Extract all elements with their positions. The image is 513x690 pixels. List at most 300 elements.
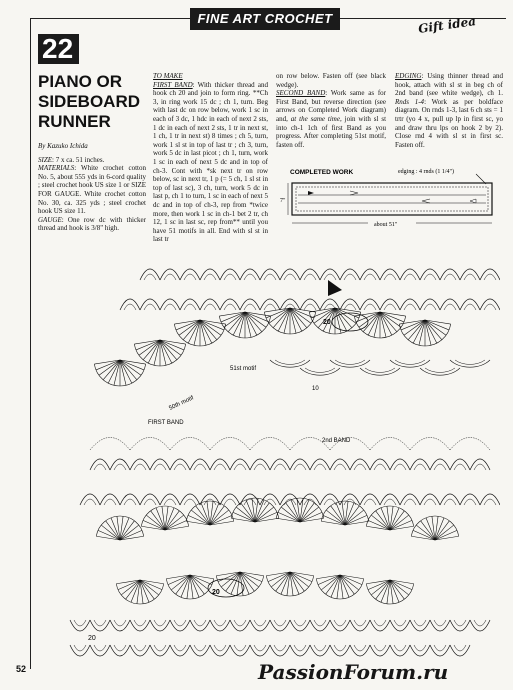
stitch-mark bbox=[280, 269, 300, 280]
stitch-mark bbox=[366, 584, 413, 604]
stitch-mark bbox=[454, 645, 466, 651]
gauge-label: GAUGE bbox=[38, 215, 62, 224]
pattern-number: 22 bbox=[38, 34, 79, 64]
stitch-mark bbox=[144, 499, 156, 505]
stitch-mark bbox=[90, 459, 110, 470]
stitch-mark bbox=[364, 274, 376, 280]
stitch-mark bbox=[270, 360, 310, 367]
stitch-mark bbox=[404, 304, 416, 310]
stitch-mark bbox=[160, 299, 180, 310]
stitch-mark bbox=[94, 645, 106, 651]
stitch-mark bbox=[334, 464, 346, 470]
stitch-mark bbox=[424, 499, 436, 505]
second-band-column bbox=[276, 72, 386, 149]
stitch-mark bbox=[144, 274, 156, 280]
size-text: : 7 x ca. 51 inches. bbox=[52, 155, 105, 164]
stitch-mark bbox=[224, 274, 236, 280]
stitch-mark bbox=[440, 269, 460, 280]
stitch-mark bbox=[180, 269, 200, 280]
stitch-mark bbox=[430, 620, 450, 631]
stitch-mark bbox=[400, 494, 420, 505]
stitch-mark bbox=[94, 464, 106, 470]
title-line: RUNNER bbox=[38, 112, 111, 131]
stitch-mark bbox=[186, 501, 233, 521]
stitch-mark bbox=[440, 299, 460, 310]
stitch-mark bbox=[360, 299, 380, 310]
stitch-mark bbox=[444, 499, 456, 505]
stitch-mark bbox=[330, 459, 350, 470]
motif-51-label: 51st motif bbox=[230, 366, 257, 372]
stitch-mark bbox=[231, 498, 278, 518]
stitch-mark bbox=[204, 304, 216, 310]
stitch-mark bbox=[230, 620, 250, 631]
stitch-mark bbox=[160, 494, 180, 505]
stitch-mark bbox=[204, 274, 216, 280]
stitch-mark bbox=[404, 499, 416, 505]
stitch-mark bbox=[330, 645, 350, 656]
stitch-mark bbox=[276, 498, 323, 518]
stitch-mark bbox=[309, 308, 335, 312]
stitch-mark bbox=[380, 269, 400, 280]
stitch-mark bbox=[464, 274, 476, 280]
stitch-mark bbox=[384, 499, 396, 505]
title-line: SIDEBOARD bbox=[38, 92, 141, 111]
stitch-mark bbox=[400, 299, 420, 310]
stitch-mark bbox=[150, 459, 170, 470]
stitch-mark bbox=[480, 494, 500, 505]
stitch-mark bbox=[410, 459, 430, 470]
stitch-mark bbox=[380, 312, 406, 316]
stitch-mark bbox=[350, 620, 370, 631]
stitch-mark bbox=[290, 645, 310, 656]
stitch-mark bbox=[250, 645, 270, 656]
stitch-mark bbox=[274, 620, 286, 626]
stitch-mark bbox=[370, 620, 390, 631]
stitch-mark bbox=[234, 464, 246, 470]
stitch-mark bbox=[434, 464, 446, 470]
stitch-mark bbox=[110, 620, 130, 631]
stitch-mark bbox=[480, 299, 500, 310]
stitch-mark bbox=[314, 645, 326, 651]
round-number: 20 bbox=[88, 635, 96, 642]
stitch-mark bbox=[134, 620, 146, 626]
stitch-mark bbox=[390, 620, 410, 631]
length-label: about 51" bbox=[374, 222, 398, 228]
stitch-mark bbox=[74, 645, 86, 651]
stitch-mark bbox=[170, 459, 190, 470]
stitch-mark bbox=[134, 645, 146, 651]
stitch-mark bbox=[414, 464, 426, 470]
stitch-mark bbox=[180, 494, 200, 505]
stitch-mark bbox=[390, 360, 430, 367]
stitch-mark bbox=[332, 313, 368, 331]
stitch-mark bbox=[164, 499, 176, 505]
stitch-mark bbox=[94, 360, 120, 364]
stitch-mark bbox=[224, 499, 236, 505]
stitch-mark bbox=[354, 645, 366, 651]
stitch-mark bbox=[114, 620, 126, 626]
stitch-mark bbox=[174, 620, 186, 626]
stitch-mark bbox=[450, 438, 490, 451]
stitch-mark bbox=[350, 645, 370, 656]
second-band-label: SECOND BAND bbox=[276, 89, 326, 98]
stitch-mark bbox=[304, 304, 316, 310]
stitch-mark bbox=[124, 304, 136, 310]
stitch-mark bbox=[150, 620, 170, 631]
stitch-mark bbox=[484, 304, 496, 310]
stitch-mark bbox=[120, 360, 146, 364]
stitch-mark bbox=[266, 576, 313, 596]
stitch-mark bbox=[294, 645, 306, 651]
stitch-mark bbox=[414, 645, 426, 651]
stitch-mark bbox=[260, 299, 280, 310]
stitch-mark bbox=[384, 274, 396, 280]
stitch-mark bbox=[366, 506, 413, 526]
stitch-mark bbox=[214, 464, 226, 470]
stitch-mark bbox=[394, 645, 406, 651]
stitch-mark bbox=[300, 299, 320, 310]
stitch-mark bbox=[164, 274, 176, 280]
stitch-mark bbox=[284, 274, 296, 280]
stitch-mark bbox=[364, 304, 376, 310]
stitch-mark bbox=[380, 494, 400, 505]
stitch-mark bbox=[264, 308, 290, 312]
stitch-mark bbox=[275, 360, 305, 364]
second-band-end: join with sl st into ch-1 1ch of first Band as you progress. After completing 51st motif, fasten off. bbox=[276, 114, 387, 149]
materials-label: MATERIALS bbox=[38, 164, 75, 173]
stitch-mark bbox=[200, 269, 220, 280]
stitch-mark bbox=[204, 499, 216, 505]
stitch-mark bbox=[321, 501, 368, 521]
stitch-mark bbox=[104, 499, 116, 505]
stitch-mark bbox=[250, 620, 270, 631]
stitch-mark bbox=[444, 274, 456, 280]
stitch-mark bbox=[374, 645, 386, 651]
stitch-mark bbox=[360, 494, 380, 505]
stitch-mark bbox=[270, 645, 290, 656]
second-band-label: 2nd BAND bbox=[322, 438, 351, 444]
stitch-mark bbox=[174, 320, 200, 324]
stitch-mark bbox=[130, 438, 170, 451]
stitch-mark bbox=[194, 620, 206, 626]
stitch-mark bbox=[424, 274, 436, 280]
page-number: 52 bbox=[16, 664, 27, 674]
stitch-mark bbox=[144, 304, 156, 310]
stitch-mark bbox=[425, 368, 455, 372]
stitch-mark bbox=[190, 620, 210, 631]
rounds-text: : Work as per boldface diagram. On rnds 1-3, last 6 ch sts = 1 trtr (yo 4 x, pull up lp in first sc, yo and draw thru lps on hook 2 by 2). Close rnd 4 with sl st in first sc. Fasten off. bbox=[395, 97, 503, 149]
stitch-mark bbox=[434, 645, 446, 651]
stitch-mark bbox=[214, 645, 226, 651]
stitch-mark bbox=[260, 269, 280, 280]
stitch-mark bbox=[120, 299, 140, 310]
stitch-mark bbox=[210, 459, 230, 470]
gauge-text: : One row dc with thicker thread and hook is 3/8" high. bbox=[38, 215, 146, 233]
stitch-mark bbox=[370, 438, 410, 451]
stitch-mark bbox=[184, 304, 196, 310]
stitch-mark bbox=[90, 438, 130, 451]
stitch-mark bbox=[184, 274, 196, 280]
stitch-mark bbox=[200, 494, 220, 505]
stitch-mark bbox=[450, 620, 470, 631]
stitch-mark bbox=[324, 274, 336, 280]
stitch-mark bbox=[384, 304, 396, 310]
stitch-mark bbox=[394, 620, 406, 626]
stitch-mark bbox=[245, 312, 271, 316]
stitch-mark bbox=[210, 645, 230, 656]
stitch-mark bbox=[410, 645, 430, 656]
round-number: 20 bbox=[323, 319, 331, 326]
stitch-mark bbox=[314, 620, 326, 626]
stitch-mark bbox=[420, 368, 460, 375]
stitch-mark bbox=[194, 645, 206, 651]
crochet-chart bbox=[30, 250, 500, 660]
stitch-mark bbox=[330, 620, 350, 631]
height-label: 7" bbox=[280, 198, 286, 204]
stitch-mark bbox=[170, 620, 190, 631]
stitch-mark bbox=[264, 499, 276, 505]
stitch-mark bbox=[430, 645, 450, 656]
stitch-mark bbox=[184, 499, 196, 505]
stitch-mark bbox=[430, 459, 450, 470]
stitch-mark bbox=[170, 645, 190, 656]
stitch-mark bbox=[80, 494, 100, 505]
stitch-mark bbox=[474, 620, 486, 626]
stitch-mark bbox=[224, 304, 236, 310]
stitch-mark bbox=[344, 304, 356, 310]
stitch-mark bbox=[334, 620, 346, 626]
stitch-mark bbox=[220, 494, 240, 505]
stitch-mark bbox=[434, 620, 446, 626]
first-band-label: FIRST BAND bbox=[153, 80, 193, 89]
stitch-mark bbox=[96, 516, 143, 536]
stitch-mark bbox=[294, 464, 306, 470]
stitch-mark bbox=[210, 438, 250, 451]
stitch-mark bbox=[305, 368, 335, 372]
stitch-mark bbox=[220, 299, 240, 310]
stitch-mark bbox=[180, 299, 200, 310]
stitch-mark bbox=[154, 464, 166, 470]
stitch-mark bbox=[340, 299, 360, 310]
stitch-mark bbox=[395, 360, 425, 364]
stitch-mark bbox=[234, 620, 246, 626]
stitch-mark bbox=[240, 269, 260, 280]
stitch-mark bbox=[290, 620, 310, 631]
stitch-mark bbox=[110, 459, 130, 470]
stitch-mark bbox=[304, 274, 316, 280]
stitch-mark bbox=[484, 274, 496, 280]
stitch-mark bbox=[124, 499, 136, 505]
stitch-mark bbox=[360, 269, 380, 280]
stitch-mark bbox=[335, 308, 361, 312]
stitch-mark bbox=[194, 464, 206, 470]
stitch-mark bbox=[140, 299, 160, 310]
first-band-column bbox=[153, 72, 268, 244]
stitch-mark bbox=[420, 494, 440, 505]
stitch-mark bbox=[130, 459, 150, 470]
stitch-mark bbox=[134, 464, 146, 470]
stitch-mark bbox=[230, 645, 250, 656]
stitch-mark bbox=[254, 464, 266, 470]
stitch-mark bbox=[354, 620, 366, 626]
stitch-mark bbox=[470, 459, 490, 470]
stitch-mark bbox=[94, 620, 106, 626]
edging-label: EDGING bbox=[395, 72, 422, 80]
to-make-heading: TO MAKE bbox=[153, 72, 183, 80]
stitch-mark bbox=[134, 340, 160, 344]
stitch-mark bbox=[290, 459, 310, 470]
materials-text: : White crochet cotton No. 5, about 555 yds in 6-cord quality ; steel crochet hook US size 1 or SIZE FOR GAUGE. White crochet cotton No. 30, ca. 325 yds ; steel crochet hook US size 11. bbox=[38, 164, 146, 216]
stitch-mark bbox=[420, 269, 440, 280]
stitch-mark bbox=[70, 620, 90, 631]
materials-column bbox=[38, 142, 146, 233]
stitch-mark bbox=[335, 360, 365, 364]
stitch-mark bbox=[250, 438, 290, 451]
stitch-mark bbox=[230, 459, 250, 470]
first-band-text: : With thicker thread and hook ch 20 and join to form ring. **Ch 3, in ring work 15 dc ; ch 1, turn. Beg with last dc on row below, work 1 sc in each of 3 dc, 1 hdc in each of next 2 sts, 1 dc in each of next 2 sts, 1 tr in next st, 1 ch, 1 tr in next st) 8 times ; ch 5, turn, work 1 sl st in top of last tr ; ch 3, turn, work 5 dc in last picot ; ch 1, turn, work 1 sc in each of next 5 dc and in top of ch-3. Cont with *sk next tr on row below, sc in next tr, 1 p (= 5 ch, 1 sl st in top of last sc), 3 ch, turn, work 5 dc in last p, ch 1 to turn, 1 sc in each of next 5 dc and in top of ch-3, rep from *twice more, then work 1 sc in ch-1 bet 2 tr, ch 12, 1 sc in last sc, rep from** until you have 51 motifs in all. End with sl st in last tr bbox=[153, 80, 268, 244]
completed-work-diagram bbox=[280, 165, 505, 235]
stitch-mark bbox=[460, 269, 480, 280]
gift-idea-logo: Gift idea bbox=[417, 14, 477, 36]
second-band-text: : Work same as for First Band, but reverse direction (see arrows on Completed Work diagram) and, bbox=[276, 89, 387, 123]
stitch-mark bbox=[460, 299, 480, 310]
stitch-mark bbox=[474, 464, 486, 470]
stitch-mark bbox=[450, 360, 490, 367]
stitch-mark bbox=[370, 645, 390, 656]
stitch-mark bbox=[114, 464, 126, 470]
chart-drawing bbox=[70, 269, 500, 656]
stitch-mark bbox=[316, 579, 363, 599]
stitch-mark bbox=[166, 579, 213, 599]
round-number: 10 bbox=[312, 386, 319, 392]
stitch-mark bbox=[444, 304, 456, 310]
stitch-mark bbox=[240, 494, 260, 505]
stitch-mark bbox=[274, 645, 286, 651]
stitch-mark bbox=[411, 516, 458, 536]
stitch-mark bbox=[120, 494, 140, 505]
stitch-mark bbox=[454, 620, 466, 626]
stitch-mark bbox=[399, 320, 425, 324]
stitch-mark bbox=[234, 645, 246, 651]
stitch-mark bbox=[100, 494, 120, 505]
stitch-mark bbox=[314, 464, 326, 470]
author: By Kazuko Ichida bbox=[38, 142, 88, 150]
stitch-mark bbox=[344, 499, 356, 505]
stitch-mark bbox=[70, 645, 90, 656]
stitch-mark bbox=[114, 645, 126, 651]
stitch-mark bbox=[404, 274, 416, 280]
same-time-text: at the same time, bbox=[290, 114, 342, 123]
stitch-mark bbox=[74, 620, 86, 626]
stitch-mark bbox=[374, 620, 386, 626]
stitch-mark bbox=[454, 464, 466, 470]
stitch-mark bbox=[270, 620, 290, 631]
pattern-title bbox=[38, 72, 148, 132]
stitch-mark bbox=[460, 494, 480, 505]
watermark: PassionForum.ru bbox=[258, 660, 449, 684]
stitch-mark bbox=[160, 340, 186, 344]
title-line: PIANO OR bbox=[38, 72, 123, 91]
stitch-mark bbox=[190, 645, 210, 656]
stitch-mark bbox=[294, 620, 306, 626]
stitch-mark bbox=[310, 459, 330, 470]
stitch-mark bbox=[370, 459, 390, 470]
stitch-mark bbox=[116, 584, 163, 604]
stitch-mark bbox=[254, 645, 266, 651]
stitch-mark bbox=[240, 299, 260, 310]
stitch-mark bbox=[334, 645, 346, 651]
stitch-mark bbox=[400, 269, 420, 280]
stitch-mark bbox=[264, 274, 276, 280]
size-label: SIZE bbox=[38, 155, 52, 164]
edging-text: : Using thinner thread and hook, attach with sl st in beg ch of 2nd band (see white wedge), ch 1. bbox=[395, 72, 503, 98]
stitch-mark bbox=[340, 269, 360, 280]
stitch-mark bbox=[394, 464, 406, 470]
stitch-mark bbox=[141, 506, 188, 526]
stitch-mark bbox=[200, 299, 220, 310]
stitch-mark bbox=[140, 494, 160, 505]
stitch-mark bbox=[154, 620, 166, 626]
stitch-mark bbox=[300, 368, 340, 375]
stitch-mark bbox=[464, 499, 476, 505]
stitch-mark bbox=[190, 459, 210, 470]
stitch-mark bbox=[244, 274, 256, 280]
stitch-mark bbox=[450, 645, 470, 656]
round-number: 20 bbox=[212, 589, 220, 596]
stitch-mark bbox=[140, 269, 160, 280]
stitch-mark bbox=[150, 645, 170, 656]
stitch-mark bbox=[410, 620, 430, 631]
stitch-mark bbox=[328, 280, 342, 296]
stitch-mark bbox=[360, 368, 400, 375]
stitch-mark bbox=[424, 304, 436, 310]
stitch-mark bbox=[90, 645, 110, 656]
stitch-mark bbox=[219, 312, 245, 316]
stitch-mark bbox=[130, 645, 150, 656]
stitch-mark bbox=[274, 464, 286, 470]
first-band-label: FIRST BAND bbox=[148, 420, 184, 426]
stitch-mark bbox=[354, 464, 366, 470]
stitch-mark bbox=[300, 269, 320, 280]
stitch-mark bbox=[455, 360, 485, 364]
stitch-mark bbox=[250, 459, 270, 470]
stitch-mark bbox=[174, 464, 186, 470]
stitch-mark bbox=[330, 360, 370, 367]
stitch-mark bbox=[174, 645, 186, 651]
stitch-mark bbox=[130, 620, 150, 631]
motif-50-label: 50th motif bbox=[168, 395, 195, 412]
completed-work-label: COMPLETED WORK bbox=[290, 169, 354, 176]
stitch-mark bbox=[340, 494, 360, 505]
stitch-mark bbox=[320, 494, 340, 505]
first-band-end: on row below. Fasten off (see black wedge). bbox=[276, 72, 386, 89]
stitch-mark bbox=[380, 299, 400, 310]
stitch-mark bbox=[344, 274, 356, 280]
stitch-mark bbox=[310, 620, 330, 631]
stitch-mark bbox=[440, 494, 460, 505]
stitch-mark bbox=[414, 620, 426, 626]
stitch-mark bbox=[170, 438, 210, 451]
stitch-mark bbox=[365, 368, 395, 372]
stitch-mark bbox=[470, 620, 490, 631]
stitch-mark bbox=[324, 499, 336, 505]
stitch-mark bbox=[264, 304, 276, 310]
stitch-mark bbox=[220, 269, 240, 280]
rounds-label: Rnds 1-4 bbox=[395, 97, 425, 106]
stitch-mark bbox=[160, 269, 180, 280]
stitch-mark bbox=[420, 299, 440, 310]
edging-column bbox=[395, 72, 503, 149]
